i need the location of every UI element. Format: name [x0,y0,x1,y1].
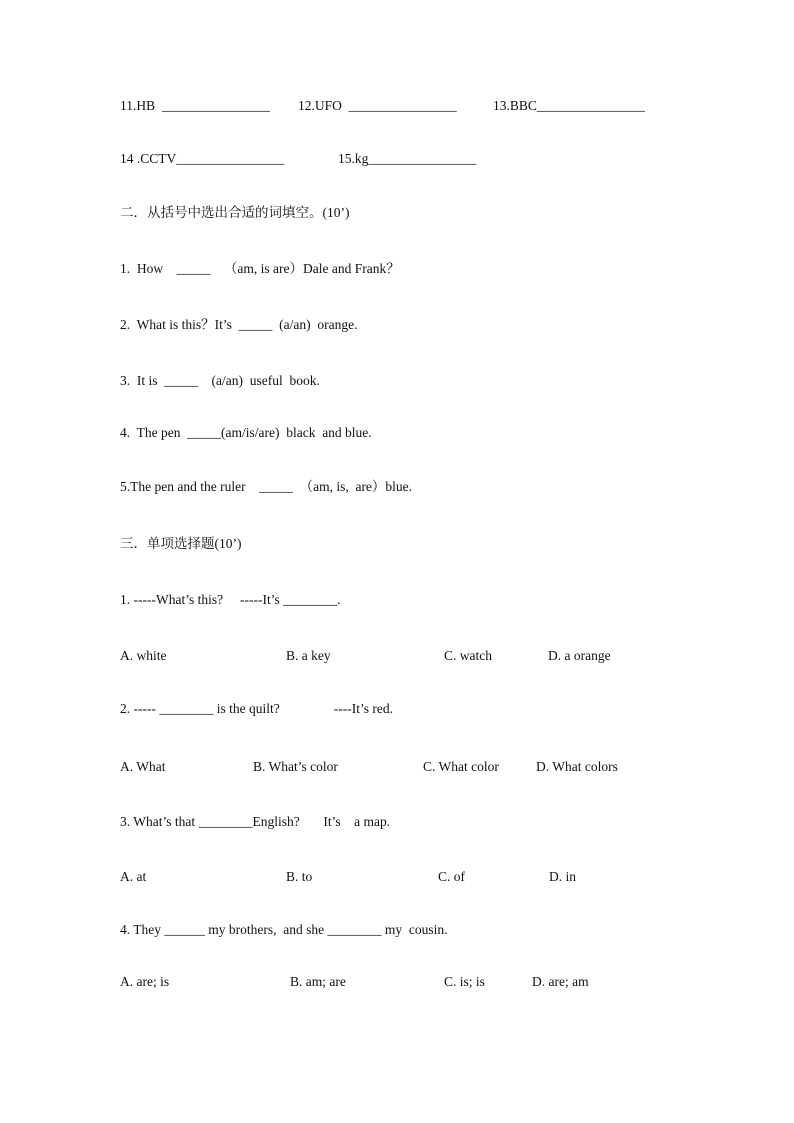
question-4-stem: 4. They ______ my brothers, and she ________ my cousin. [120,922,448,937]
fill-blank-item-3: 3. It is _____ (a/an) useful book. [120,373,320,388]
question-3-option-a: A. at [120,869,147,884]
question-2-option-a: A. What [120,759,166,774]
question-1-option-b: B. a key [286,648,331,663]
question-2-option-d: D. What colors [536,759,618,774]
question-2-stem: 2. ----- ________ is the quilt? ----It’s red. [120,701,393,716]
question-1-stem: 1. -----What’s this? -----It’s ________. [120,592,341,607]
question-3-option-c: C. of [438,869,465,884]
fill-blank-item-1: 1. How _____ （am, is are）Dale and Frank？ [120,261,400,276]
question-4-option-b: B. am; are [290,974,346,989]
question-4-option-a: A. are; is [120,974,170,989]
section-3-heading: 三．单项选择题(10’) [120,536,242,551]
abbreviation-11: 11.HB ________________ [120,98,270,113]
question-1-option-c: C. watch [444,648,492,663]
question-2-option-b: B. What’s color [253,759,338,774]
question-1-option-a: A. white [120,648,167,663]
question-2-option-c: C. What color [423,759,499,774]
abbreviation-12: 12.UFO ________________ [298,98,457,113]
fill-blank-item-4: 4. The pen _____(am/is/are) black and blue. [120,425,372,440]
question-3-option-b: B. to [286,869,313,884]
abbreviation-14: 14 .CCTV________________ [120,151,285,166]
abbreviation-13: 13.BBC________________ [493,98,645,113]
question-1-option-d: D. a orange [548,648,611,663]
section-2-heading: 二．从括号中选出合适的词填空。(10’) [120,205,350,220]
question-3-option-d: D. in [549,869,576,884]
fill-blank-item-5: 5.The pen and the ruler _____ （am, is, are）blue. [120,479,413,494]
abbreviation-15: 15.kg________________ [338,151,477,166]
question-4-option-c: C. is; is [444,974,485,989]
fill-blank-item-2: 2. What is this？It’s _____ (a/an) orange. [120,317,358,332]
question-4-option-d: D. are; am [532,974,589,989]
question-3-stem: 3. What’s that ________English? It’s a map. [120,814,391,829]
